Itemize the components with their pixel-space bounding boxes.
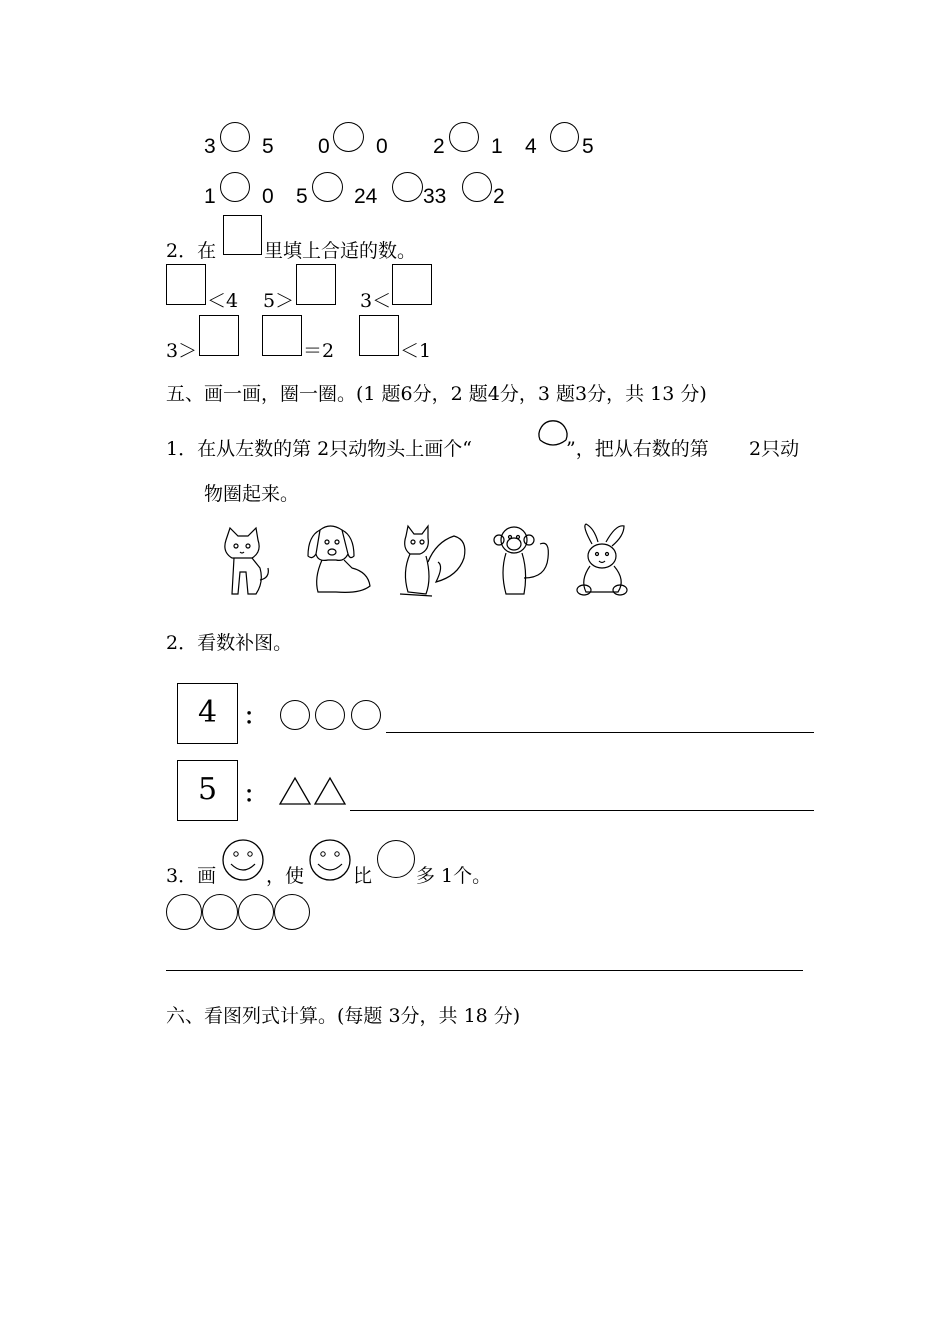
number: 2 [433,135,445,158]
answer-box[interactable] [166,264,206,305]
answer-box[interactable] [296,264,336,305]
colon: ： [244,783,267,808]
number: 0 [376,135,388,158]
question-text: 比 [353,865,373,887]
circle-shape [238,894,274,930]
monkey-icon [494,527,548,594]
circle-shape [274,894,310,930]
inequality-text: ＜4 [207,290,239,312]
number: 33 [423,185,447,208]
answer-line[interactable] [166,970,803,971]
question-text: 里填上合适的数。 [264,240,417,262]
answer-circle[interactable] [220,172,250,202]
question-text: 2只动 [749,438,800,460]
inequality-text: 3＞ [166,340,198,362]
squirrel-icon [400,526,465,596]
number: 2 [493,185,505,208]
number: 0 [262,185,274,208]
number: 5 [296,185,308,208]
question-text: 2．看数补图。 [166,632,293,654]
answer-circle[interactable] [333,122,364,152]
answer-box[interactable] [262,315,302,356]
answer-box[interactable] [199,315,239,356]
number: 5 [262,135,274,158]
answer-circle[interactable] [220,122,250,152]
animals-row [212,522,642,604]
question-label: 2．在 [166,240,217,262]
circle-shape [166,894,202,930]
colon: ： [244,705,267,730]
smiley-face-icon [308,838,352,882]
smiley-face-icon [221,838,265,882]
section-title: 六、看图列式计算。(每题 3分，共 18 分) [166,1005,521,1027]
number-box-4: 4 [177,683,238,744]
section-title: 五、画一画，圈一圈。(1 题6分，2 题4分，3 题3分，共 13 分) [166,383,707,405]
number: 24 [354,185,378,208]
question-text: 多 1个。 [416,865,492,887]
triangles [278,776,350,806]
question-text: ”，把从右数的第 [566,438,709,460]
answer-box[interactable] [392,264,432,305]
inequality-text: 3＜ [360,290,392,312]
question-text: ，使 [266,865,305,887]
rabbit-icon [577,524,627,595]
answer-box[interactable] [359,315,399,356]
number: 1 [204,185,216,208]
cat-icon [225,528,268,594]
circle-shape [351,700,381,730]
inequality-text: 5＞ [263,290,295,312]
dog-icon [308,526,370,592]
answer-line[interactable] [386,732,814,733]
answer-circle[interactable] [462,172,492,202]
number: 1 [491,135,503,158]
answer-circle[interactable] [392,172,423,202]
triangle-shape [280,778,310,804]
answer-circle[interactable] [550,122,579,152]
triangle-shape [315,778,345,804]
question-text: 3．画 [166,865,217,887]
example-box [223,215,262,255]
number: 3 [204,135,216,158]
question-text: 1．在从左数的第 2只动物头上画个“ [166,438,472,460]
answer-circle[interactable] [449,122,479,152]
circle-shape [315,700,345,730]
number: 4 [525,135,537,158]
number-box-5: 5 [177,760,238,821]
circle-shape [202,894,238,930]
circle-shape [280,700,310,730]
inequality-text: ＝2 [303,340,335,362]
question-text: 物圈起来。 [204,483,300,505]
circle-shape [377,840,415,878]
answer-circle[interactable] [312,172,343,202]
inequality-text: ＜1 [400,340,432,362]
number: 0 [318,135,330,158]
answer-line[interactable] [350,810,814,811]
number: 5 [582,135,594,158]
